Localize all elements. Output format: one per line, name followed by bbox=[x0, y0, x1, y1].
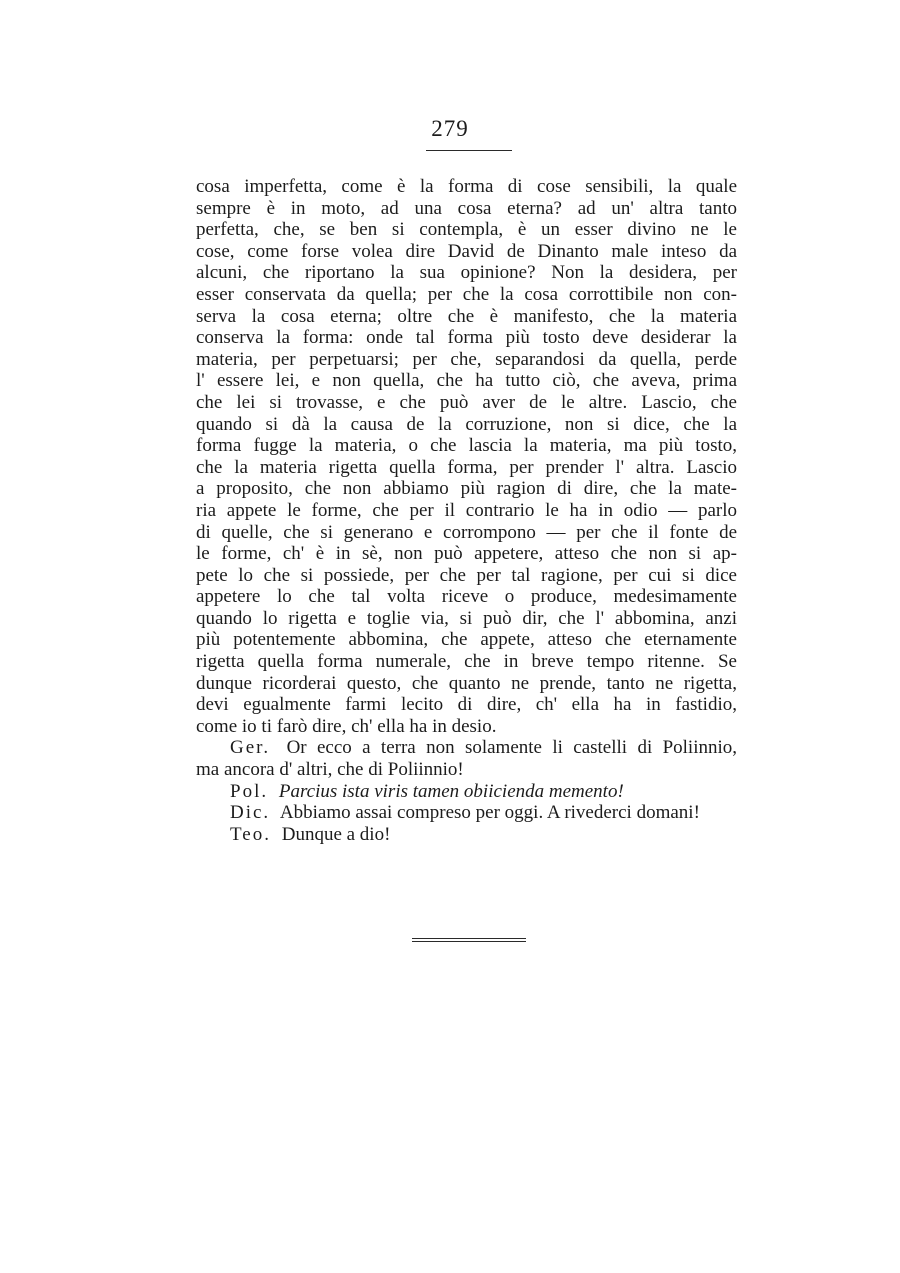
body-text bbox=[196, 176, 737, 845]
dialogue-dic bbox=[196, 802, 737, 824]
body-line: di quelle, che si generano e corrompono — per che il fonte de bbox=[196, 521, 737, 543]
body-line: pete lo che si possiede, per che per tal ragione, per cui si dice bbox=[196, 564, 737, 586]
body-line: come io ti farò dire, ch' ella ha in desio. bbox=[196, 715, 497, 737]
speaker-label: Ger. bbox=[230, 737, 271, 759]
dialogue-text: Or ecco a terra non solamente li castelli di Poliinnio, bbox=[286, 737, 738, 759]
body-line: che lei si trovasse, e che può aver de le altre. Lascio, che bbox=[196, 391, 737, 413]
body-line: le forme, ch' è in sè, non può appetere, atteso che non si ap- bbox=[196, 543, 737, 565]
body-line: quando si dà la causa de la corruzione, non si dice, che la bbox=[196, 413, 737, 435]
dialogue-text: ma ancora d' altri, che di Poliinnio! bbox=[196, 759, 464, 781]
body-line: materia, per perpetuarsi; per che, separandosi da quella, perde bbox=[196, 348, 737, 370]
dialogue-text: Dunque a dio! bbox=[281, 823, 391, 845]
body-line: devi egualmente farmi lecito di dire, ch' ella ha in fastidio, bbox=[196, 694, 737, 716]
body-line: cose, come forse volea dire David de Dinanto male inteso da bbox=[196, 240, 737, 262]
page-number: 279 bbox=[431, 116, 469, 141]
body-line: alcuni, che riportano la sua opinione? Non la desidera, per bbox=[196, 262, 737, 284]
body-line: a proposito, che non abbiamo più ragion di dire, che la mate- bbox=[196, 478, 737, 500]
speaker-label: Dic. bbox=[230, 802, 271, 824]
speaker-label: Teo. bbox=[230, 823, 271, 845]
body-line: rigetta quella forma numerale, che in breve tempo ritenne. Se bbox=[196, 651, 737, 673]
body-line: quando lo rigetta e toglie via, si può dir, che l' abbomina, anzi bbox=[196, 607, 737, 629]
body-line: più potentemente abbomina, che appete, atteso che eternamente bbox=[196, 629, 737, 651]
body-line: perfetta, che, se ben si contempla, è un esser divino ne le bbox=[196, 219, 737, 241]
body-line: sempre è in moto, ad una cosa eterna? ad un' altra tanto bbox=[196, 197, 737, 219]
body-line: cosa imperfetta, come è la forma di cose sensibili, la quale bbox=[196, 176, 737, 197]
dialogue-pol bbox=[196, 781, 737, 803]
body-line: conserva la forma: onde tal forma più tosto deve desiderar la bbox=[196, 327, 737, 349]
dialogue-ger-line-2 bbox=[196, 759, 737, 781]
dialogue-text-latin: Parcius ista viris tamen obiicienda memento! bbox=[278, 780, 624, 802]
end-rule bbox=[412, 938, 526, 942]
body-line: forma fugge la materia, o che lascia la materia, ma più tosto, bbox=[196, 435, 737, 457]
body-line: l' essere lei, e non quella, che ha tutto ciò, che aveva, prima bbox=[196, 370, 737, 392]
speaker-label: Pol. bbox=[230, 780, 269, 802]
body-line: appetere lo che tal volta riceve o produce, medesimamente bbox=[196, 586, 737, 608]
dialogue-teo bbox=[196, 824, 737, 846]
body-line: ria appete le forme, che per il contrario le ha in odio — parlo bbox=[196, 499, 737, 521]
body-line: dunque ricorderai questo, che quanto ne prende, tanto ne rigetta, bbox=[196, 672, 737, 694]
dialogue-text: Abbiamo assai compreso per oggi. A rivederci domani! bbox=[279, 802, 700, 824]
header-rule bbox=[426, 150, 512, 151]
body-line: esser conservata da quella; per che la cosa corrottibile non con- bbox=[196, 283, 737, 305]
dialogue-ger-line-1 bbox=[196, 737, 737, 759]
body-line: serva la cosa eterna; oltre che è manifesto, che la materia bbox=[196, 305, 737, 327]
body-line: che la materia rigetta quella forma, per prender l' altra. Lascio bbox=[196, 456, 737, 478]
